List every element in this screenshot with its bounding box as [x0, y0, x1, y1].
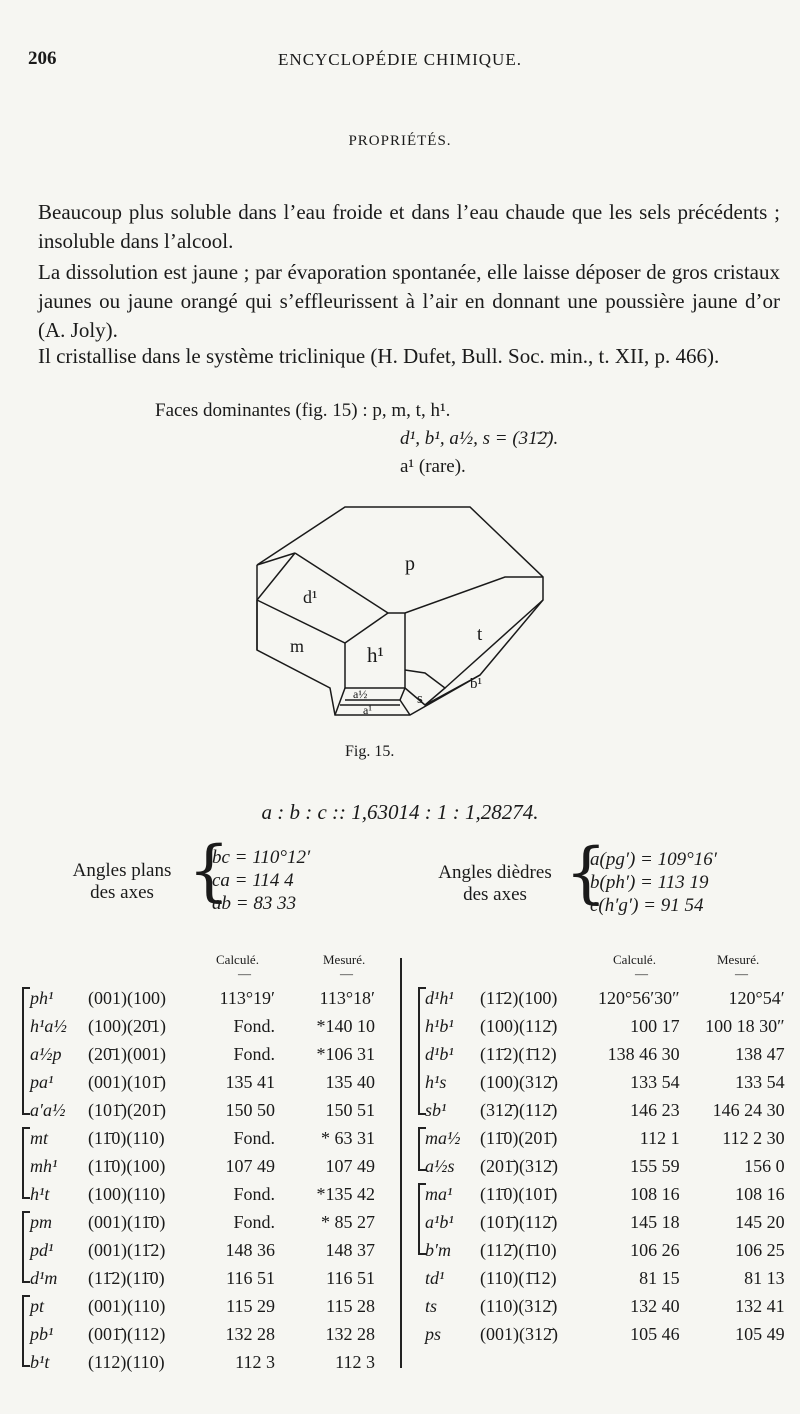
right-header-mesure: Mesuré.: [717, 952, 760, 967]
indices-cell: (110)(312̄): [480, 1295, 558, 1316]
table-row: [425, 984, 785, 1012]
label-face-s: s: [417, 691, 423, 707]
left-header-mesure: Mesuré.: [323, 952, 366, 967]
faces-cell: pa¹: [30, 1071, 54, 1092]
left-dash-mesure: —: [340, 966, 353, 981]
table-row: [30, 1320, 375, 1348]
bracket-left-group-2: [22, 1127, 30, 1199]
indices-cell: (201̄)(312̄): [480, 1155, 558, 1176]
faces-cell: h¹t: [30, 1183, 50, 1204]
indices-cell: (100)(312̄): [480, 1071, 558, 1092]
faces-cell: a¹b¹: [425, 1211, 454, 1232]
table-divider: [400, 958, 402, 1368]
calcule-cell: Fond.: [233, 1127, 275, 1148]
calcule-cell: 105 46: [630, 1323, 680, 1344]
faces-cell: mt: [30, 1127, 48, 1148]
table-row: [30, 1208, 375, 1236]
table-row: [425, 1180, 785, 1208]
running-header: ENCYCLOPÉDIE CHIMIQUE.: [278, 50, 522, 69]
faces-cell: td¹: [425, 1267, 445, 1288]
mesure-cell: 108 16: [735, 1183, 785, 1204]
angles-plans-values: bc = 110°12′ ca = 114 4 ab = 83 33: [212, 847, 311, 914]
mesure-cell: 81 13: [744, 1267, 785, 1288]
mesure-cell: 135 40: [325, 1071, 375, 1092]
faces-cell: pt: [30, 1295, 45, 1316]
indices-cell: (001)(11̄0): [88, 1211, 166, 1232]
calcule-cell: 146 23: [630, 1099, 680, 1120]
left-header-calcule: Calculé.: [216, 952, 259, 967]
mesure-cell: 150 51: [325, 1099, 375, 1120]
indices-cell: (100)(112̄): [480, 1015, 558, 1036]
indices-cell: (100)(20̄1): [88, 1015, 166, 1036]
table-row: [425, 1320, 785, 1348]
mesure-cell: 107 49: [325, 1155, 375, 1176]
mesure-cell: 112 3: [335, 1351, 375, 1372]
table-row: [30, 1124, 375, 1152]
faces-cell: pd¹: [30, 1239, 54, 1260]
calcule-cell: 132 28: [225, 1323, 275, 1344]
faces-cell: pb¹: [30, 1323, 54, 1344]
indices-cell: (001)(312̄): [480, 1323, 558, 1344]
faces-cell: mh¹: [30, 1155, 58, 1176]
right-dash-mesure: —: [735, 966, 748, 981]
faces-cell: h¹b¹: [425, 1015, 454, 1036]
table-row: [425, 1152, 785, 1180]
indices-cell: (112)(110): [88, 1351, 165, 1372]
faces-cell: ts: [425, 1295, 438, 1316]
mesure-cell: 146 24 30: [712, 1099, 785, 1120]
table-row: [30, 1348, 375, 1376]
mesure-cell: *135 42: [316, 1183, 375, 1204]
label-face-a1: a¹: [363, 703, 372, 717]
faces-line-2: d¹, b¹, a½, s = (31̄2̄).: [400, 428, 559, 449]
faces-cell: a½p: [30, 1043, 62, 1064]
figure-caption: Fig. 15.: [345, 743, 395, 760]
section-title: PROPRIÉTÉS.: [348, 133, 452, 149]
indices-cell: (001)(11̄2): [88, 1239, 166, 1260]
mesure-cell: 120°54′: [728, 987, 785, 1008]
label-face-d1: d¹: [303, 587, 318, 607]
indices-cell: (20̄1)(001): [88, 1043, 166, 1064]
label-face-t: t: [477, 624, 483, 645]
label-face-a-half: a½: [353, 687, 368, 701]
mesure-cell: 116 51: [326, 1267, 375, 1288]
paragraph-dissolution: La dissolution est jaune ; par évaporation spontanée, elle laisse déposer de gros cristaux jaunes ou jaune orangé qui s’effleurissent à l’air en donnant une poussière jaune d’or (A. Joly).: [38, 260, 780, 342]
calcule-cell: Fond.: [233, 1211, 275, 1232]
table-row: [425, 1040, 785, 1068]
calcule-cell: Fond.: [233, 1043, 275, 1064]
calcule-cell: 107 49: [225, 1155, 275, 1176]
calcule-cell: 155 59: [630, 1155, 680, 1176]
paragraph-solubility: Beaucoup plus soluble dans l’eau froide et dans l’eau chaude que les sels précédents ; insoluble dans l’alcool.: [38, 200, 780, 253]
indices-cell: (112̄)(1̄10): [480, 1239, 557, 1260]
calcule-cell: 106 26: [630, 1239, 680, 1260]
faces-cell: pm: [30, 1211, 52, 1232]
faces-cell: a½s: [425, 1155, 455, 1176]
label-face-h1: h¹: [367, 643, 384, 667]
indices-cell: (11̄0)(100): [88, 1155, 166, 1176]
brace-left-diedres: {: [565, 834, 607, 911]
indices-cell: (11̄0)(101̄): [480, 1183, 558, 1204]
calcule-cell: 120°56′30″: [598, 987, 680, 1008]
indices-cell: (001)(100): [88, 987, 166, 1008]
calcule-cell: 150 50: [225, 1099, 275, 1120]
indices-cell: (312̄)(112̄): [480, 1099, 558, 1120]
indices-cell: (11̄0)(110): [88, 1127, 165, 1148]
angles-diedres-label: Angles dièdres des axes: [438, 862, 552, 905]
dominant-faces: [155, 397, 558, 481]
crystal-figure: [255, 505, 545, 725]
bracket-left-group-1: [22, 987, 30, 1115]
faces-line-1: Faces dominantes (fig. 15) : p, m, t, h¹.: [155, 400, 451, 421]
calcule-cell: 112 1: [639, 1127, 680, 1148]
table-row: [425, 1096, 785, 1124]
faces-cell: ma¹: [425, 1183, 453, 1204]
table-row: [425, 1264, 785, 1292]
left-angle-table: [30, 984, 375, 1376]
calcule-cell: Fond.: [233, 1183, 275, 1204]
bracket-left-group-4: [22, 1295, 30, 1367]
indices-cell: (101̄)(201̄): [88, 1099, 166, 1120]
table-row: [30, 1012, 375, 1040]
mesure-cell: 112 2 30: [722, 1127, 785, 1148]
right-header-calcule: Calculé.: [613, 952, 656, 967]
left-dash-calcule: —: [238, 966, 251, 981]
table-row: [425, 1292, 785, 1320]
mesure-cell: 105 49: [735, 1323, 785, 1344]
label-face-m: m: [290, 636, 305, 656]
mesure-cell: *140 10: [316, 1015, 375, 1036]
table-row: [425, 1208, 785, 1236]
calcule-cell: 148 36: [225, 1239, 275, 1260]
indices-cell: (001)(101̄): [88, 1071, 166, 1092]
table-row: [30, 1096, 375, 1124]
indices-cell: (100)(110): [88, 1183, 166, 1204]
mesure-cell: 133 54: [735, 1071, 785, 1092]
faces-cell: h¹s: [425, 1071, 447, 1092]
table-row: [30, 1236, 375, 1264]
mesure-cell: 132 41: [735, 1295, 785, 1316]
table-row: [30, 1068, 375, 1096]
faces-cell: sb¹: [425, 1099, 447, 1120]
angles-diedres-values: a(pg′) = 109°16′ b(ph′) = 113 19 c(h′g′) = 91 54: [590, 849, 717, 916]
faces-line-3: a¹ (rare).: [400, 456, 466, 477]
indices-cell: (001)(110): [88, 1295, 166, 1316]
indices-cell: (101̄)(112̄): [480, 1211, 558, 1232]
mesure-cell: 132 28: [325, 1323, 375, 1344]
indices-cell: (11̄2)(100): [480, 987, 558, 1008]
calcule-cell: 115 29: [226, 1295, 275, 1316]
table-row: [30, 1180, 375, 1208]
table-row: [30, 1292, 375, 1320]
angles-plans-label: Angles plans des axes: [72, 860, 172, 903]
indices-cell: (001̄)(112): [88, 1323, 166, 1344]
label-face-p: p: [405, 553, 415, 575]
table-row: [30, 1264, 375, 1292]
right-angle-table: [425, 984, 785, 1348]
calcule-cell: 81 15: [639, 1267, 680, 1288]
mesure-cell: 106 25: [735, 1239, 785, 1260]
paragraph-crystal-system: Il cristallise dans le système triclinique (H. Dufet, Bull. Soc. min., t. XII, p. 466).: [38, 344, 720, 368]
mesure-cell: 100 18 30″: [705, 1015, 785, 1036]
calcule-cell: 138 46 30: [607, 1043, 680, 1064]
calcule-cell: 112 3: [235, 1351, 275, 1372]
faces-cell: h¹a½: [30, 1015, 67, 1036]
mesure-cell: 138 47: [735, 1043, 785, 1064]
indices-cell: (11̄0)(201̄): [480, 1127, 558, 1148]
faces-cell: b′m: [425, 1239, 451, 1260]
calcule-cell: Fond.: [233, 1015, 275, 1036]
table-row: [425, 1124, 785, 1152]
table-row: [30, 984, 375, 1012]
bracket-left-group-3: [22, 1211, 30, 1283]
faces-cell: b¹t: [30, 1351, 50, 1372]
calcule-cell: 135 41: [225, 1071, 275, 1092]
table-row: [425, 1068, 785, 1096]
mesure-cell: 145 20: [735, 1211, 785, 1232]
calcule-cell: 116 51: [226, 1267, 275, 1288]
calcule-cell: 108 16: [630, 1183, 680, 1204]
mesure-cell: 115 28: [326, 1295, 375, 1316]
brace-left-plans: {: [188, 832, 230, 909]
mesure-cell: 113°18′: [319, 987, 375, 1008]
calcule-cell: 113°19′: [219, 987, 275, 1008]
calcule-cell: 132 40: [630, 1295, 680, 1316]
calcule-cell: 145 18: [630, 1211, 680, 1232]
axis-ratio: a : b : c :: 1,63014 : 1 : 1,28274.: [261, 800, 539, 824]
mesure-cell: *106 31: [316, 1043, 375, 1064]
faces-cell: d¹b¹: [425, 1043, 454, 1064]
table-row: [425, 1012, 785, 1040]
indices-cell: (110)(1̄12): [480, 1267, 557, 1288]
faces-cell: d¹h¹: [425, 987, 454, 1008]
faces-cell: ps: [425, 1323, 442, 1344]
mesure-cell: 148 37: [325, 1239, 375, 1260]
calcule-cell: 100 17: [630, 1015, 680, 1036]
faces-cell: a′a½: [30, 1099, 66, 1120]
right-dash-calcule: —: [635, 966, 648, 981]
faces-cell: d¹m: [30, 1267, 58, 1288]
indices-cell: (11̄2)(1̄12): [480, 1043, 557, 1064]
faces-cell: ph¹: [30, 987, 54, 1008]
page-number: 206: [28, 48, 57, 69]
mesure-cell: * 85 27: [321, 1211, 375, 1232]
indices-cell: (11̄2)(11̄0): [88, 1267, 165, 1288]
mesure-cell: * 63 31: [321, 1127, 375, 1148]
faces-cell: ma½: [425, 1127, 461, 1148]
table-row: [30, 1040, 375, 1068]
table-row: [30, 1152, 375, 1180]
table-row: [425, 1236, 785, 1264]
mesure-cell: 156 0: [744, 1155, 785, 1176]
calcule-cell: 133 54: [630, 1071, 680, 1092]
label-face-b1: b¹: [470, 676, 482, 692]
